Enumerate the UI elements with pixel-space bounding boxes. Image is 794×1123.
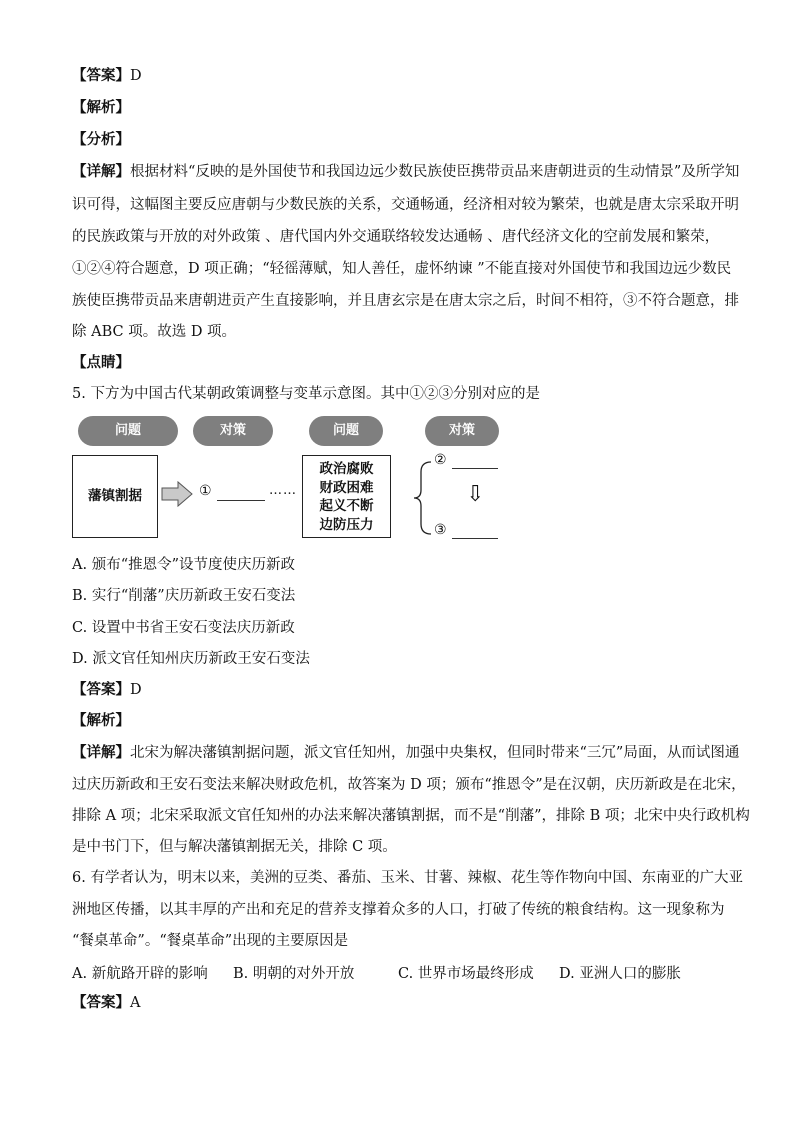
answer-value: A bbox=[130, 995, 141, 1011]
curly-brace-icon bbox=[411, 458, 433, 538]
q5-option-b: B. 实行“削藩”庆历新政王安石变法 bbox=[72, 588, 296, 604]
blank-3-marker: ③ bbox=[434, 522, 447, 538]
q5-option-d: D. 派文官任知州庆历新政王安石变法 bbox=[72, 651, 310, 667]
problem-line: 财政困难 bbox=[319, 479, 374, 496]
answer-label: 【答案】 bbox=[72, 994, 130, 1011]
diagram-box-problems bbox=[302, 455, 391, 538]
blank-2-marker: ② bbox=[434, 452, 447, 468]
problem-line: 起义不断 bbox=[319, 498, 374, 514]
q5-detail-line-2: 过庆历新政和王安石变法来解决财政危机，故答案为 D 项；颁布“推恩令”是在汉朝，庆历新政是在北宋， bbox=[72, 777, 746, 793]
q5-stem: 5. 下方为中国古代某朝政策调整与变革示意图。其中①②③分别对应的是 bbox=[72, 386, 540, 402]
answer-value: D bbox=[130, 682, 142, 698]
q4-detail-line-3: 的民族政策与开放的对外政策 、唐代国内外交通联络较发达通畅 、唐代经济文化的空前发展和繁荣， bbox=[72, 229, 720, 245]
blank-3-line bbox=[452, 538, 498, 539]
q6-option-b: B. 明朝的对外开放 bbox=[233, 966, 355, 982]
q4-detail-line-1 bbox=[72, 162, 739, 182]
q4-detail-line-6: 除 ABC 项。故选 D 项。 bbox=[72, 324, 237, 340]
right-arrow-icon bbox=[160, 480, 194, 508]
q6-stem-line-3: “餐桌革命”。“餐桌革命”出现的主要原因是 bbox=[72, 933, 349, 949]
q5-option-c: C. 设置中书省王安石变法庆历新政 bbox=[72, 620, 295, 636]
blank-1-marker: ① bbox=[199, 483, 212, 499]
q6-option-a: A. 新航路开辟的影响 bbox=[72, 966, 208, 982]
ellipsis: …… bbox=[269, 483, 297, 498]
q4-detail-line-2: 识可得，这幅图主要反应唐朝与少数民族的关系，交通畅通，经济相对较为繁荣，也就是唐太宗采取开明 bbox=[72, 197, 739, 213]
detail-label: 【详解】 bbox=[72, 744, 130, 761]
answer-value: D bbox=[130, 68, 142, 84]
q4-answer bbox=[72, 66, 142, 86]
q4-detail-line-4: ①②④符合题意，D 项正确；“轻徭薄赋，知人善任，虚怀纳谏 ”不能直接对外国使节和我国边远少数民 bbox=[72, 261, 732, 277]
q5-detail-line-4: 是中书门下，但与解决藩镇割据无关，排除 C 项。 bbox=[72, 839, 397, 855]
q5-detail-line-1 bbox=[72, 743, 739, 763]
q5-detail-line-3: 排除 A 项；北宋采取派文官任知州的办法来解决藩镇割据，而不是“削藩”，排除 B 项；北宋中央行政机构 bbox=[72, 808, 750, 824]
q6-option-c: C. 世界市场最终形成 bbox=[398, 966, 534, 982]
diagram-pill-solution-1: 对策 bbox=[193, 416, 273, 446]
q6-option-d: D. 亚洲人口的膨胀 bbox=[559, 966, 681, 982]
diagram-box-fanzhen: 藩镇割据 bbox=[72, 455, 158, 538]
detail-text: 北宋为解决藩镇割据问题，派文官任知州，加强中央集权，但同时带来“三冗”局面，从而试图通 bbox=[130, 745, 740, 761]
problem-line: 政治腐败 bbox=[319, 461, 374, 477]
blank-1-line bbox=[217, 500, 265, 501]
q6-answer bbox=[72, 993, 140, 1013]
q5-analysis-label: 【解析】 bbox=[72, 712, 130, 729]
detail-label: 【详解】 bbox=[72, 163, 130, 180]
q4-analysis-label: 【解析】 bbox=[72, 99, 130, 116]
detail-text: 根据材料“反映的是外国使节和我国边远少数民族使臣携带贡品来唐朝进贡的生动情景”及所学知 bbox=[130, 164, 740, 180]
q6-stem-line-2: 洲地区传播，以其丰厚的产出和充足的营养支撑着众多的人口，打破了传统的粮食结构。这一现象称为 bbox=[72, 902, 725, 918]
diagram-pill-problem-2: 问题 bbox=[309, 416, 383, 446]
q4-detail-line-5: 族使臣携带贡品来唐朝进贡产生直接影响，并且唐玄宗是在唐太宗之后，时间不相符，③不符合题意，排 bbox=[72, 293, 739, 309]
blank-2-line bbox=[452, 468, 498, 469]
q5-option-a: A. 颁布“推恩令”设节度使庆历新政 bbox=[72, 557, 296, 573]
answer-label: 【答案】 bbox=[72, 67, 130, 84]
problem-line: 边防压力 bbox=[319, 516, 374, 533]
q4-fenxi-label: 【分析】 bbox=[72, 131, 130, 148]
q5-answer bbox=[72, 680, 142, 700]
down-arrow-icon: ⇩ bbox=[466, 482, 485, 507]
diagram-pill-solution-2: 对策 bbox=[425, 416, 499, 446]
diagram-pill-problem-1: 问题 bbox=[78, 416, 178, 446]
answer-label: 【答案】 bbox=[72, 681, 130, 698]
q6-stem-line-1: 6. 有学者认为，明末以来，美洲的豆类、番茄、玉米、甘薯、辣椒、花生等作物向中国、东南亚的广大亚 bbox=[72, 870, 743, 886]
q4-dianjing-label: 【点睛】 bbox=[72, 354, 130, 371]
